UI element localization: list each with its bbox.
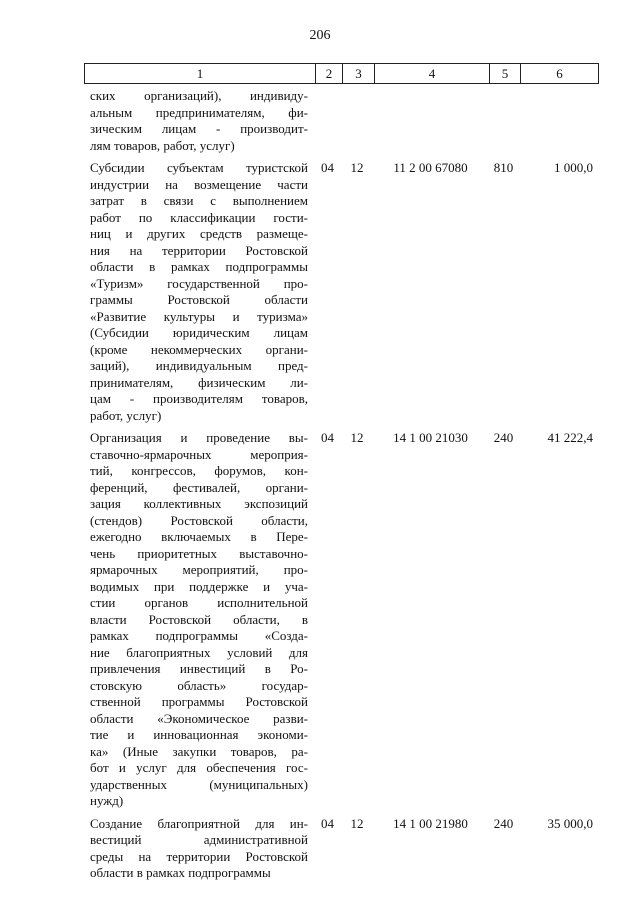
table-body (84, 88, 599, 882)
description-line: ственной программы Ростовской (90, 694, 308, 709)
subsection-code: 12 (350, 430, 364, 445)
description-line: (стендов) Ростовской области, (90, 512, 308, 528)
description-line: ния на территории Ростовской (90, 242, 308, 258)
table-row (84, 816, 599, 882)
description-line: тие и инновационная экономи- (90, 727, 308, 742)
row-description (84, 88, 314, 154)
description-line: бот и услуг для обеспечения гос- (90, 760, 308, 775)
target-article-code: 11 2 00 67080 (393, 160, 468, 175)
column-header-1: 1 (196, 65, 204, 81)
amount-value: 35 000,0 (547, 815, 593, 831)
description-line: граммы Ростовской области (90, 292, 308, 307)
section-code: 04 (321, 160, 334, 175)
column-header-6: 6 (520, 64, 598, 83)
description-line: ние благоприятных условий для (90, 644, 308, 660)
description-line: лям товаров, работ, услуг) (90, 137, 235, 153)
subsection-code: 12 (350, 160, 364, 175)
description-line: привлечения инвестиций в Ро- (90, 661, 308, 676)
description-line: (Субсидии юридическим лицам (90, 325, 308, 340)
amount-value (519, 88, 597, 154)
section-code: 04 (321, 815, 334, 831)
subsection-code (341, 88, 373, 154)
description-line: работ по классификации гости- (90, 209, 308, 225)
description-line: затрат в связи с выполнением (90, 193, 308, 208)
description-line: тий, конгрессов, форумов, кон- (90, 463, 308, 478)
expense-type-code: 240 (493, 430, 514, 445)
description-line: зация коллективных экспозиций (90, 496, 308, 511)
description-line: Создание благоприятной для ин- (90, 815, 308, 831)
description-line: цам - производителям товаров, (90, 391, 308, 406)
description-line: (кроме некоммерческих органи- (90, 341, 308, 357)
section-code (314, 88, 341, 154)
description-line: ударственных (муниципальных) (90, 776, 308, 792)
description-line: ежегодно включаемых в Пере- (90, 529, 308, 544)
amount-value: 41 222,4 (547, 430, 593, 445)
target-article-code: 14 1 00 21030 (393, 430, 468, 445)
description-line: «Развитие культуры и туризма» (90, 308, 308, 324)
column-header-4: 4 (374, 64, 489, 83)
description-line: ка» (Иные закупки товаров, ра- (90, 743, 308, 759)
description-line: области в рамках подпрограммы (90, 865, 271, 880)
row-description (84, 816, 314, 882)
row-description (84, 430, 314, 810)
description-line: альным предпринимателям, фи- (90, 104, 308, 120)
description-line: области «Экономическое разви- (90, 710, 308, 726)
page-number: 206 (309, 28, 331, 43)
description-line: водимых при поддержке и уча- (90, 578, 308, 594)
description-line: Субсидии субъектам туристской (90, 160, 308, 175)
description-line: Организация и проведение вы- (90, 430, 308, 445)
table-header-row (84, 63, 599, 84)
column-header-5: 5 (489, 64, 520, 83)
column-header-3: 3 (342, 64, 374, 83)
table-row (84, 88, 599, 154)
description-line: власти Ростовской области, в (90, 611, 308, 627)
description-line: ярмарочных мероприятий, про- (90, 562, 308, 577)
description-line: ференций, фестивалей, органи- (90, 479, 308, 495)
description-line: вестиций административной (90, 832, 308, 847)
table-row (84, 430, 599, 810)
row-description (84, 160, 314, 424)
description-line: ставочно-ярмарочных мероприя- (90, 446, 308, 462)
description-line: ниц и других средств размеще- (90, 226, 308, 241)
description-line: чень приоритетных выставочно- (90, 545, 308, 561)
description-line: стовскую область» государ- (90, 677, 308, 693)
description-line: среды на территории Ростовской (90, 848, 308, 864)
target-article-code (373, 88, 488, 154)
description-line: зическим лицам - производит- (90, 121, 308, 136)
table-row (84, 160, 599, 424)
description-line: области в рамках подпрограммы (90, 259, 308, 274)
description-line: стии органов исполнительной (90, 595, 308, 610)
description-line: нужд) (90, 793, 124, 808)
description-line: «Туризм» государственной про- (90, 275, 308, 291)
description-line: заций), индивидуальным пред- (90, 358, 308, 373)
column-header-2: 2 (315, 64, 342, 83)
amount-value: 1 000,0 (554, 160, 593, 175)
section-code: 04 (321, 430, 334, 445)
description-line: ских организаций), индивиду- (90, 88, 308, 103)
description-line: работ, услуг) (90, 407, 162, 423)
description-line: принимателям, физическим ли- (90, 374, 308, 390)
expense-type-code (488, 88, 519, 154)
description-line: рамках подпрограммы «Созда- (90, 628, 308, 643)
subsection-code: 12 (350, 815, 364, 831)
expense-type-code: 810 (493, 160, 514, 175)
expense-type-code: 240 (493, 815, 514, 831)
target-article-code: 14 1 00 21980 (393, 815, 468, 831)
description-line: индустрии на возмещение части (90, 176, 308, 192)
